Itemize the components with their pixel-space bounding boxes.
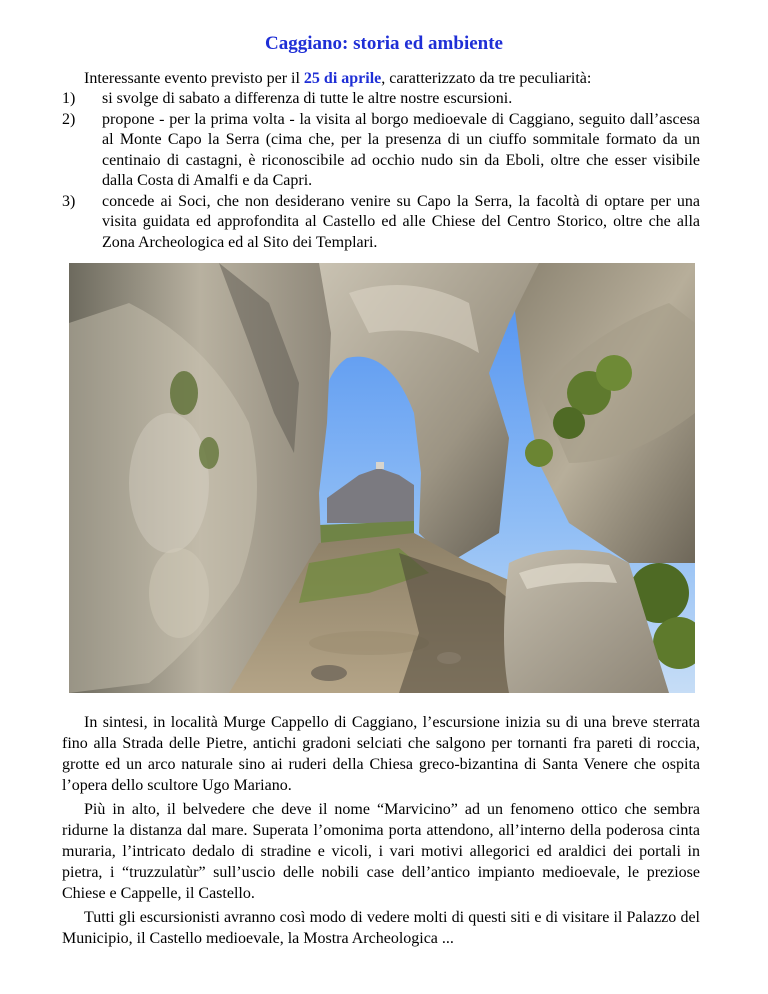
intro-line	[84, 69, 591, 89]
page-title: Caggiano: storia ed ambiente	[264, 33, 503, 54]
rock-arch-photo	[69, 263, 695, 693]
intro-before: Interessante evento previsto per il	[84, 70, 304, 87]
list-item-text: concede ai Soci, che non desiderano venire su Capo la Serra, la facoltà di optare per una visita guidata ed approfondita al Castello ed alle Chiese del Centro Storico, oltre che alla Zona Archeologica ed al Sito dei Templari.	[102, 192, 700, 251]
paragraph: Tutti gli escursionisti avranno così modo di vedere molti di questi siti e di visitare il Palazzo del Municipio, il Castello medioevale, la Mostra Archeologica ...	[62, 909, 700, 947]
list-item	[62, 89, 700, 110]
event-date: 25 di aprile	[303, 70, 382, 87]
list-item-text: si svolge di sabato a differenza di tutte le altre nostre escursioni.	[102, 90, 513, 107]
list-item-number: 1)	[62, 90, 76, 107]
list-item-number: 2)	[62, 110, 76, 128]
list-item	[62, 110, 700, 192]
list-item-number: 3)	[62, 192, 76, 210]
paragraph: Più in alto, il belvedere che deve il nome “Marvicino” ad un fenomeno ottico che sembra ridurne la distanza dal mare. Superata l’omonima porta attendono, all’interno della poderosa cinta muraria, l’intricato dedalo di stradine e vicoli, i vari motivi allegorici ed araldici dei portali in pietra, i “truzzulatùr” sull’uscio delle nobili case dell’antico impianto medioevale, le preziose Chiese e Cappelle, il Castello.	[62, 801, 700, 902]
paragraph: In sintesi, in località Murge Cappello di Caggiano, l’escursione inizia su di una breve sterrata fino alla Strada delle Pietre, antichi gradoni selciati che salgono per tornanti fra pareti di roccia, grotte ed un arco naturale sino ai ruderi della Chiesa greco-bizantina di Santa Venere che ospita l’opera dello scultore Ugo Mariano.	[62, 714, 700, 794]
list-item	[62, 192, 700, 254]
intro-after: , caratterizzato da tre peculiarità:	[381, 70, 592, 87]
list-item-text: propone - per la prima volta - la visita al borgo medioevale di Caggiano, seguito dall’ascesa al Monte Capo la Serra (cima che, per la presenza di un ciuffo sommitale formato da un centinaio di castagni, è riconoscibile ad occhio nudo sin da Eboli, oltre che esser visibile dalla Costa di Amalfi e da Capri.	[102, 110, 700, 189]
features-list	[62, 89, 700, 253]
